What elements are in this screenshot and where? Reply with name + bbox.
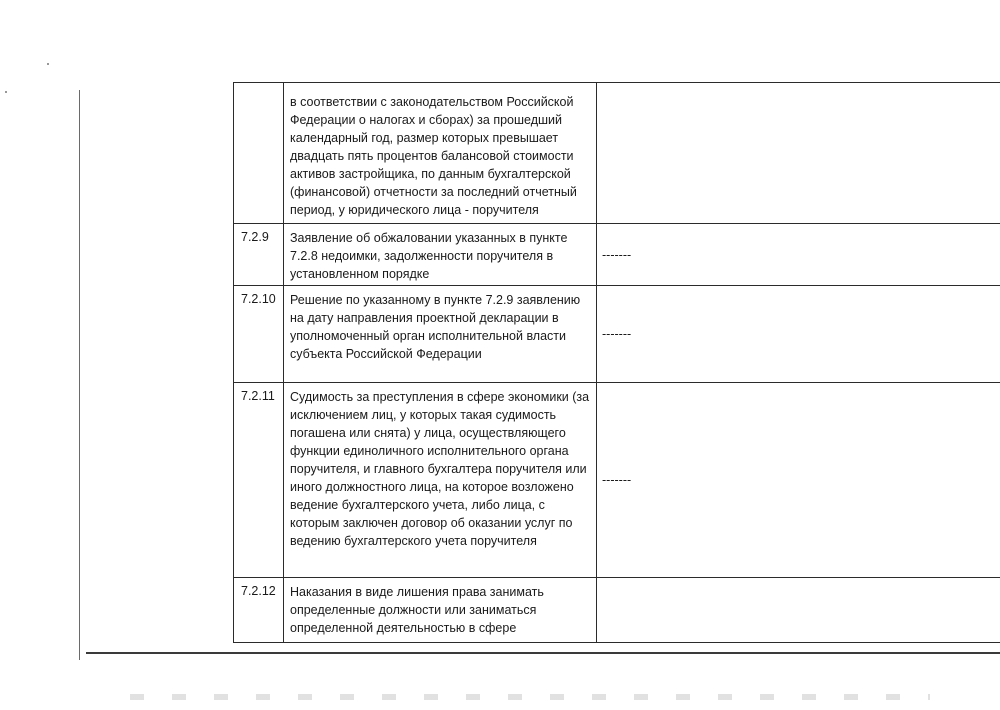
item-number-cell xyxy=(234,224,284,286)
item-number-cell xyxy=(234,83,284,224)
item-value-cell xyxy=(597,383,1000,578)
item-number-cell xyxy=(234,383,284,578)
item-value-cell xyxy=(597,224,1000,286)
item-number-cell xyxy=(234,286,284,383)
item-number: 7.2.10 xyxy=(241,292,276,306)
item-number-cell xyxy=(234,578,284,643)
scan-speck xyxy=(5,91,7,93)
item-value: ------- xyxy=(602,247,632,262)
page-bottom-rule xyxy=(86,652,1000,654)
item-number: 7.2.9 xyxy=(241,230,269,244)
item-text: Решение по указанному в пункте 7.2.9 заявлению на дату направления проектной декларации в уполномоченный орган исполнительной власти субъекта Российской Федерации xyxy=(290,293,581,361)
item-text-cell xyxy=(284,83,597,224)
item-value-cell xyxy=(597,578,1000,643)
item-text: Наказания в виде лишения права занимать определенные должности или заниматься определенной деятельностью в сфере xyxy=(290,585,544,635)
table-row xyxy=(234,383,1000,578)
scan-speck xyxy=(47,63,49,65)
item-text-cell xyxy=(284,286,597,383)
scan-margin-line xyxy=(79,90,80,660)
item-value: ------- xyxy=(602,327,632,341)
item-number: 7.2.11 xyxy=(241,389,275,403)
item-text: в соответствии с законодательством Российской Федерации о налогах и сборах) за прошедший календарный год, размер которых превышает двадцать пять процентов балансовой стоимости активов застройщика, по данным бухгалтерской (финансовой) отчетности за последний отчетный период, у юридического лица - поручителя xyxy=(290,95,577,217)
item-value: ------- xyxy=(602,473,632,487)
item-value-cell xyxy=(597,286,1000,383)
item-value-cell xyxy=(597,83,1000,224)
table-row xyxy=(234,286,1000,383)
declaration-table xyxy=(233,82,1000,643)
table-row xyxy=(234,83,1000,224)
item-text: Судимость за преступления в сфере экономики (за исключением лиц, у которых такая судимость погашена или снята) у лица, осуществляющего функции единоличного исполнительного органа поручителя, и главного бухгалтера поручителя или иного должностного лица, на которое возложено ведение бухгалтерского учета, либо лица, с которым заключен договор об оказании услуг по ведению бухгалтерского учета поручителя xyxy=(290,390,590,548)
item-number xyxy=(234,83,283,87)
item-text-cell xyxy=(284,383,597,578)
table-row xyxy=(234,578,1000,643)
item-number: 7.2.12 xyxy=(241,584,276,598)
item-text-cell xyxy=(284,578,597,643)
item-text: Заявление об обжаловании указанных в пункте 7.2.8 недоимки, задолженности поручителя в установленном порядке xyxy=(290,231,568,281)
item-text-cell xyxy=(284,224,597,286)
table-row xyxy=(234,224,1000,286)
scan-bleed-through xyxy=(130,694,930,700)
